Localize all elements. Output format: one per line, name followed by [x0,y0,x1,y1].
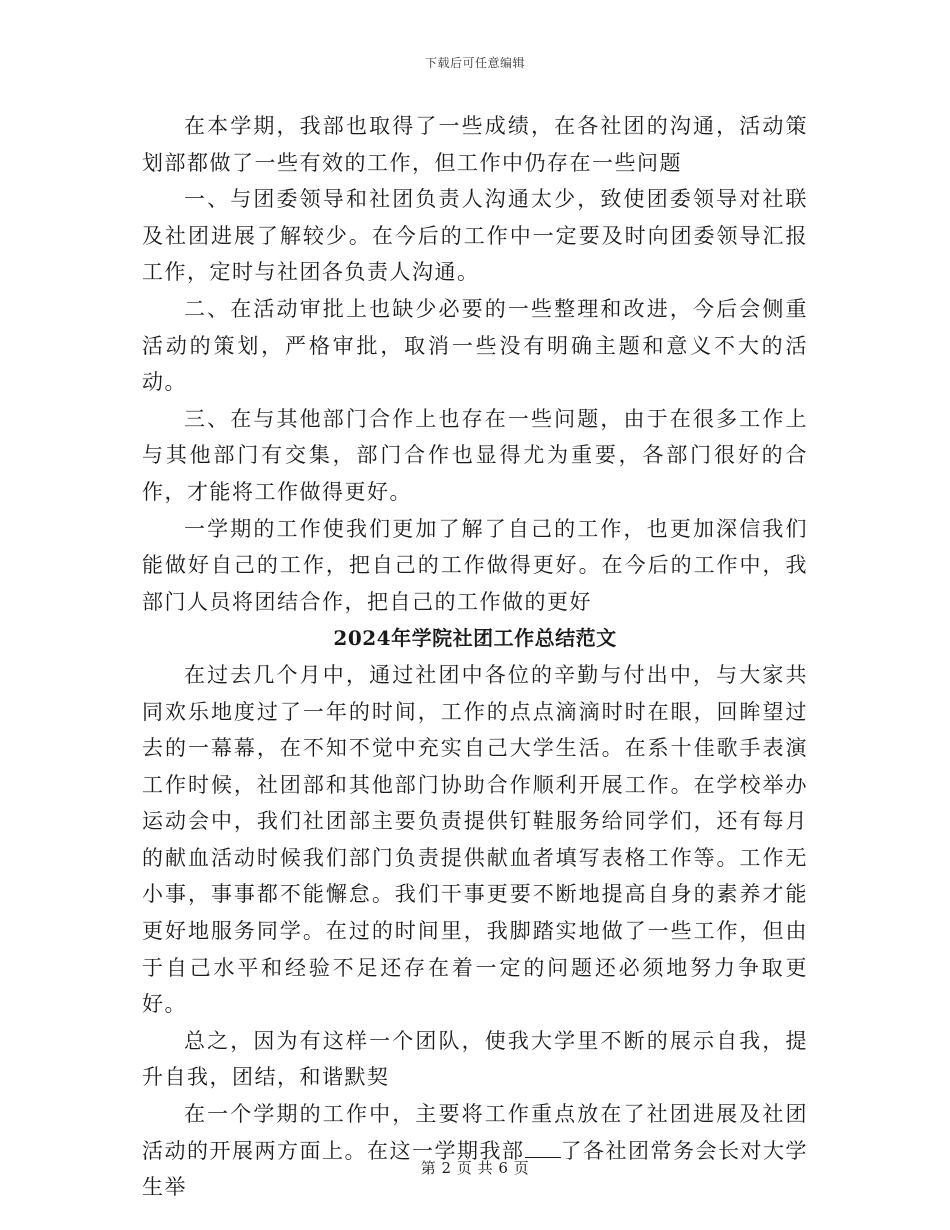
paragraph-issue-two: 二、在活动审批上也缺少必要的一些整理和改进，今后会侧重活动的策划，严格审批，取消一些没有明确主题和意义不大的活动。 [142,296,808,395]
paragraph-text-after-blank: 了各社团常务会长对大学生举 [142,1138,808,1200]
paragraph-past-months: 在过去几个月中，通过社团中各位的辛勤与付出中，与大家共同欢乐地度过了一年的时间，工作的点点滴滴时时在眼，回眸望过去的一幕幕，在不知不觉中充实自己大学生活。在系十佳歌手表演工作时候，社团部和其他部门协助合作顺利开展工作。在学校举办运动会中，我们社团部主要负责提供钉鞋服务给同学们，还有每月的献血活动时候我们部门负责提供献血者填写表格工作等。工作无小事，事事都不能懈怠。我们干事更要不断地提高自身的素养才能更好地服务同学。在过的时间里，我脚踏实地做了一些工作，但由于自己水平和经验不足还存在着一定的问题还必须地努力争取更好。 [142,662,808,1017]
paragraph-issue-one: 一、与团委领导和社团负责人沟通太少，致使团委领导对社联及社团进展了解较少。在今后的工作中一定要及时向团委领导汇报工作，定时与社团各负责人沟通。 [142,187,808,285]
paragraph-semester-summary: 一学期的工作使我们更加了解了自己的工作，也更加深信我们能做好自己的工作，把自己的工作做得更好。在今后的工作中，我部门人员将团结合作，把自己的工作做的更好 [142,516,808,614]
paragraph-team-conclusion: 总之，因为有这样一个团队，使我大学里不断的展示自我，提升自我，团结，和谐默契 [142,1028,808,1090]
page-header: 下载后可任意编辑 [424,56,525,70]
section-title: 2024年学院社团工作总结范文 [333,626,617,651]
paragraph-text-before-blank: 在一个学期的工作中，主要将工作重点放在了社团进展及社团活动的开展两方面上。在这一学期我部 [142,1102,808,1163]
paragraph-issue-three: 三、在与其他部门合作上也存在一些问题，由于在很多工作上与其他部门有交集，部门合作也显得尤为重要，各部门很好的合作，才能将工作做得更好。 [142,406,808,504]
paragraph-achievements: 在本学期，我部也取得了一些成绩，在各社团的沟通，活动策划部都做了一些有效的工作，但工作中仍存在一些问题 [142,114,808,175]
document-body [142,108,808,1206]
paragraph-semester-focus [142,1096,808,1206]
fill-in-blank-line [525,1137,561,1158]
page-number-footer: 第 2 页 共 6 页 [420,1159,530,1177]
